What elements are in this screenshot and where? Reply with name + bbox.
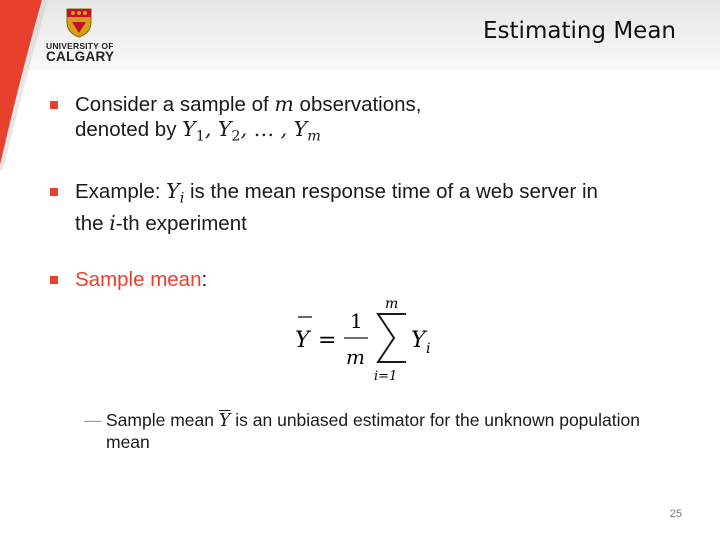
- sub-bullet-dash: —: [84, 410, 102, 430]
- bullet-text: observations,: [293, 93, 422, 116]
- sub-bullet-after: is an unbiased estimator for the unknown population mean: [106, 410, 640, 452]
- bullet-text: Consider a sample of: [75, 93, 275, 116]
- ellipsis: …: [253, 117, 275, 141]
- bullet-marker: [50, 276, 58, 284]
- sample-mean-label: Sample mean: [75, 268, 202, 291]
- crest-icon: [66, 8, 92, 38]
- bullet-text: Example:: [75, 180, 167, 203]
- formula-term: Y: [411, 328, 426, 353]
- bullet-example-text: [75, 179, 685, 236]
- bullet-text: is the mean response time of a web server in: [184, 180, 598, 203]
- sum-lower-limit: i=1: [374, 369, 398, 384]
- page-number: 25: [669, 508, 682, 520]
- bullet-text: the: [75, 212, 110, 236]
- formula-term-subscript: i: [426, 341, 431, 357]
- bullet-marker: [50, 188, 58, 196]
- formula-lhs: Y: [295, 328, 310, 353]
- formula-numerator: 1: [350, 309, 363, 333]
- logo-line2: CALGARY: [46, 49, 115, 64]
- math-var-ybar: $\overline{Y}$: [218, 411, 231, 431]
- math-var-m: m: [274, 92, 294, 116]
- slide-title: Estimating Mean: [483, 18, 676, 44]
- bullet-sample-text: [75, 92, 685, 149]
- sub-bullet-before: Sample mean: [106, 410, 219, 430]
- bullet-marker: [50, 101, 58, 109]
- math-var-i: i: [109, 211, 116, 236]
- bullet-text: -th experiment: [115, 212, 247, 236]
- university-logo: [46, 8, 118, 64]
- math-sample-series: $Y_1$, $Y_2$, … , $Y_m$: [182, 117, 321, 145]
- formula-equals: =: [318, 328, 337, 353]
- bullet-text: :: [201, 268, 208, 291]
- sample-mean-formula: [290, 292, 450, 384]
- logo-line1: UNIVERSITY OF: [46, 41, 114, 51]
- bullet-sample-mean-text: [75, 267, 685, 292]
- sub-bullet-text: [106, 410, 646, 453]
- formula-denominator: m: [346, 345, 365, 369]
- bullet-text: denoted by: [75, 118, 183, 141]
- sum-upper-limit: m: [385, 296, 399, 312]
- summation-icon: [378, 314, 406, 362]
- math-var-yi: $Y_i$: [166, 179, 185, 207]
